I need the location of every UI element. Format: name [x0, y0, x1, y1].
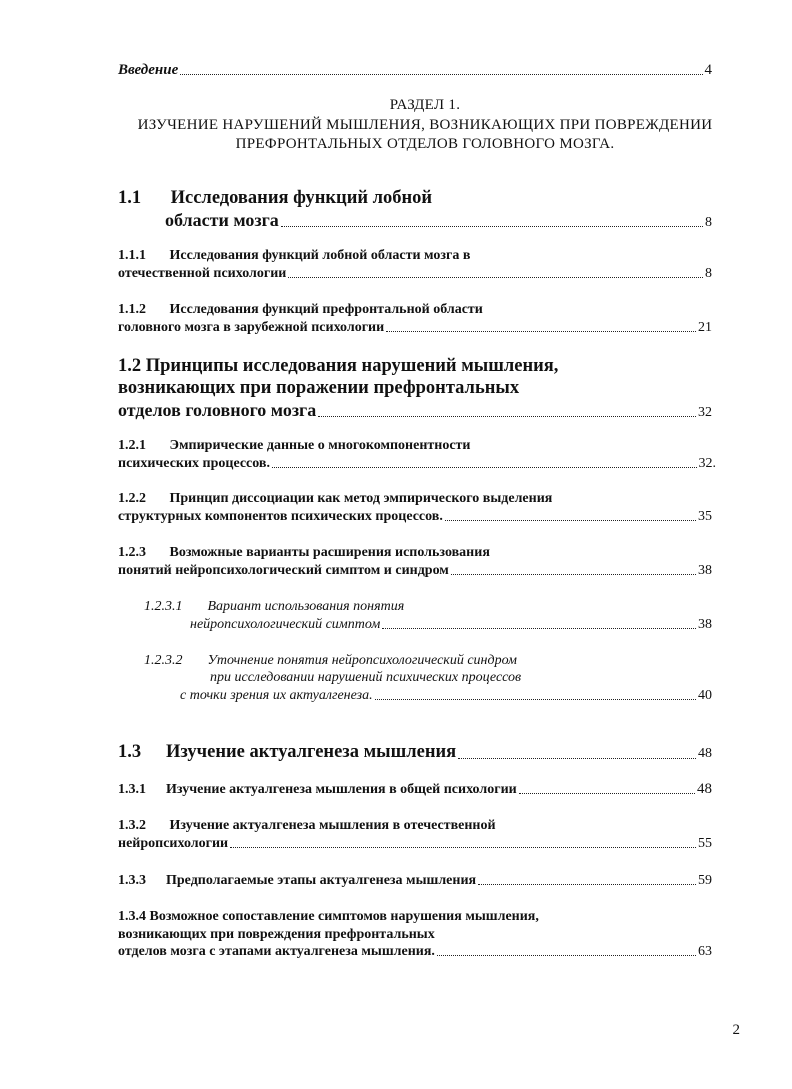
toc-entry-title-cont: отечественной психологии [118, 266, 287, 281]
dot-leader [451, 574, 696, 575]
toc-entry-number: 1.2.3 [118, 545, 146, 560]
toc-entry-number: 1.2.3.2 [144, 653, 183, 668]
toc-entry-title: 1.3.4 Возможное сопоставление симптомов нарушения мышления, [118, 909, 539, 924]
toc-entry-title-cont: структурных компонентов психических процессов. [118, 509, 443, 524]
toc-page-number: 32. [698, 456, 716, 471]
toc-entry-number: 1.3.1 [118, 782, 146, 797]
toc-entry-label: Введение [118, 62, 179, 78]
toc-entry-title-cont: отделов мозга с этапами актуалгенеза мышления. [118, 944, 435, 959]
toc-entry-number: 1.2.1 [118, 438, 146, 453]
toc-entry-title: Изучение актуалгенеза мышления в отечественной [169, 818, 496, 833]
toc-page-number: 38 [698, 563, 712, 578]
toc-entry-title-cont: нейропсихологический симптом [190, 617, 381, 632]
section-heading: РАЗДЕЛ 1. [389, 97, 461, 113]
toc-entry-number: 1.1 [118, 188, 142, 208]
page-number: 2 [732, 1022, 740, 1038]
toc-entry-title-cont: при исследовании нарушений психических процессов [210, 670, 522, 685]
toc-page-number: 55 [698, 836, 712, 851]
toc-entry-title-cont: психических процессов. [118, 456, 270, 471]
toc-entry-1-3-3[interactable] [118, 873, 712, 889]
toc-entry-number: 1.1.2 [118, 302, 146, 317]
toc-entry-title: Эмпирические данные о многокомпонентности [169, 438, 471, 453]
toc-entry-title-cont: возникающих при поражении префронтальных [118, 378, 520, 398]
toc-page-number: 21 [698, 320, 712, 335]
toc-page-number: 40 [698, 688, 712, 703]
dot-leader [382, 628, 696, 629]
dot-leader [230, 847, 696, 848]
toc-entry-title: Исследования функций лобной [170, 188, 433, 208]
toc-entry-number: 1.3.2 [118, 818, 146, 833]
toc-page-number: 48 [698, 746, 712, 761]
toc-entry-title-cont: головного мозга в зарубежной психологии [118, 320, 385, 335]
dot-leader [180, 74, 702, 75]
toc-entry-title: Принцип диссоциации как метод эмпирического выделения [169, 491, 553, 506]
toc-entry-title: Предполагаемые этапы актуалгенеза мышления [166, 873, 477, 888]
toc-entry-title: Возможные варианты расширения использования [169, 545, 490, 560]
dot-leader [375, 699, 696, 700]
toc-entry-title: Исследования функций лобной области мозга в [169, 248, 471, 263]
toc-page-number: 38 [698, 617, 712, 632]
dot-leader [478, 884, 696, 885]
toc-entry-title: Исследования функций префронтальной области [169, 302, 483, 317]
toc-entry-title-cont: нейропсихологии [118, 836, 229, 851]
toc-page-number: 32 [698, 405, 712, 420]
toc-entry-title-cont: понятий нейропсихологический симптом и синдром [118, 563, 449, 578]
toc-page-number: 8 [705, 266, 712, 281]
toc-entry-intro[interactable] [118, 62, 712, 79]
dot-leader [281, 226, 703, 227]
toc-page-number: 8 [705, 215, 712, 230]
dot-leader [445, 520, 696, 521]
toc-entry-title: Уточнение понятия нейропсихологический синдром [207, 653, 517, 668]
toc-entry-title: Изучение актуалгенеза мышления в общей психологии [166, 782, 517, 797]
dot-leader [318, 416, 696, 417]
dot-leader [437, 955, 696, 956]
toc-entry-number: 1.3 [118, 742, 142, 762]
section-title-line-2: ПРЕФРОНТАЛЬНЫХ ОТДЕЛОВ ГОЛОВНОГО МОЗГА. [235, 136, 615, 152]
dot-leader [386, 331, 696, 332]
toc-entry-number: 1.2.3.1 [144, 599, 183, 614]
toc-entry-1-3[interactable] [118, 742, 712, 763]
toc-entry-title-cont: с точки зрения их актуалгенеза. [180, 688, 373, 703]
dot-leader [519, 793, 695, 794]
dot-leader [272, 467, 697, 468]
toc-entry-number: 1.3.3 [118, 873, 146, 888]
toc-entry-title-cont: области мозга [165, 210, 279, 230]
toc-entry-title: Изучение актуалгенеза мышления [166, 742, 457, 762]
toc-page-number: 63 [698, 944, 712, 959]
toc-entry-title: Вариант использования понятия [207, 599, 405, 614]
toc-page-number: 4 [704, 62, 712, 78]
toc-entry-title-cont: возникающих при повреждения префронтальных [118, 927, 435, 942]
toc-page-number: 35 [698, 509, 712, 524]
toc-entry-title-cont: отделов головного мозга [118, 400, 317, 420]
dot-leader [288, 277, 703, 278]
toc-entry-number: 1.2.2 [118, 491, 146, 506]
toc-entry-title: 1.2 Принципы исследования нарушений мышления, [118, 356, 559, 376]
section-title-line-1: ИЗУЧЕНИЕ НАРУШЕНИЙ МЫШЛЕНИЯ, ВОЗНИКАЮЩИХ ПРИ ПОВРЕЖДЕНИИ [137, 117, 713, 133]
toc-entry-1-3-1[interactable] [118, 781, 712, 798]
toc-page-number: 59 [698, 873, 712, 888]
dot-leader [458, 758, 696, 759]
toc-page-number: 48 [697, 781, 712, 797]
toc-entry-number: 1.1.1 [118, 248, 146, 263]
